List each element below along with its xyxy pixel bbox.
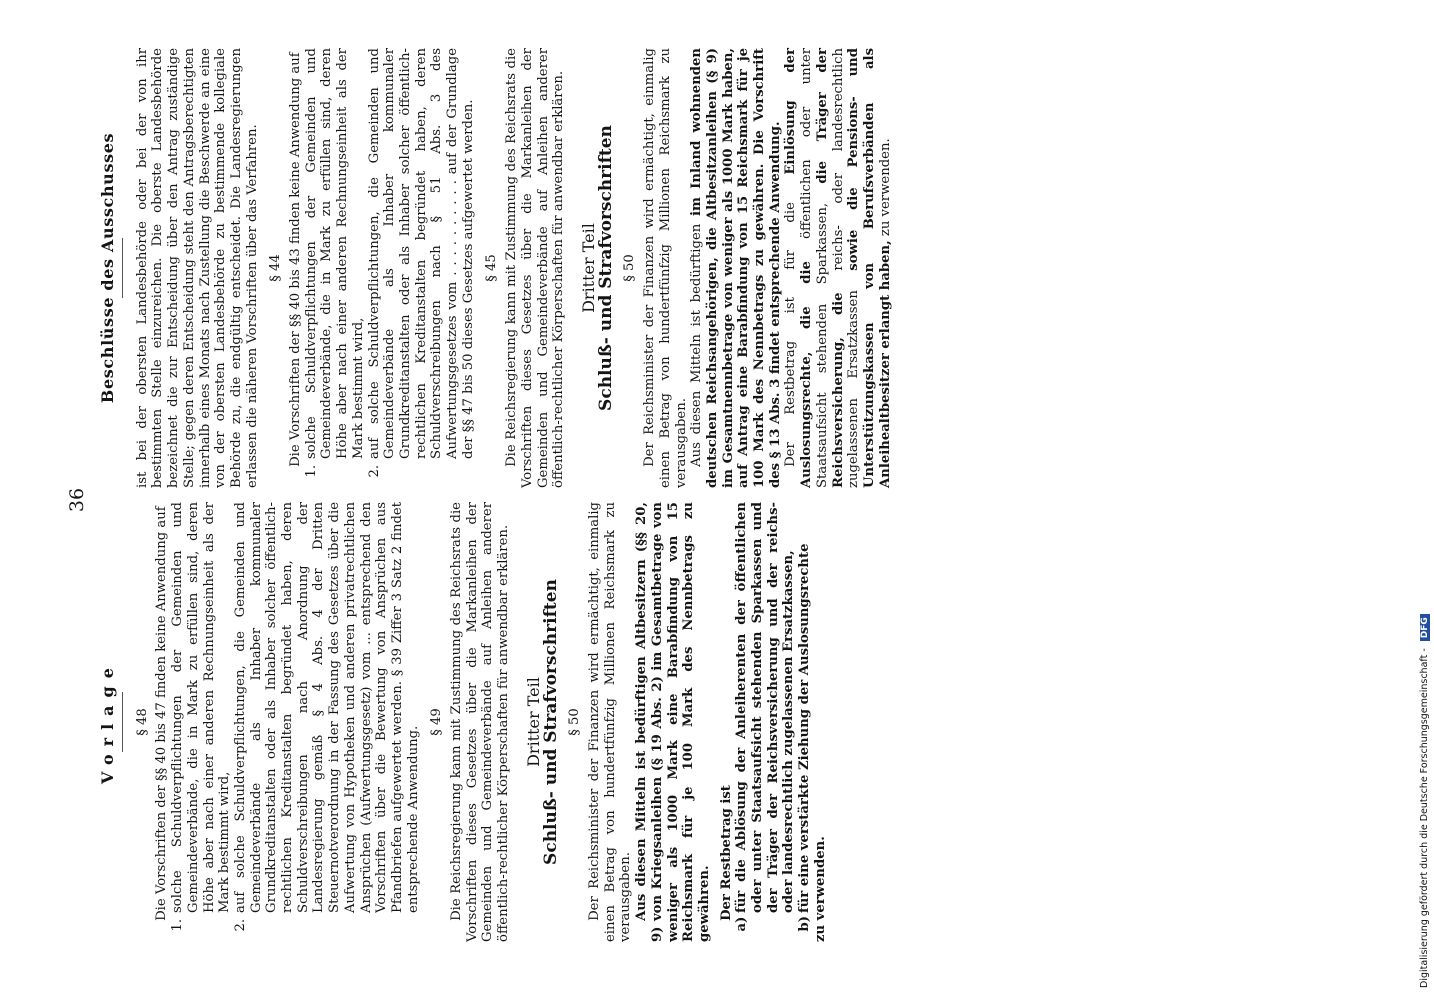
section-paragraph [783, 48, 893, 488]
right-column-ausschuss [100, 48, 893, 488]
list-item-number: a) [734, 916, 750, 932]
section-heading: § 50 [622, 254, 638, 282]
list-item-number: 2. [366, 464, 382, 478]
list-item [734, 502, 797, 942]
left-column-title: Vorlage [98, 660, 117, 784]
digitization-note-text: Digitalisierung gefördert durch die Deutsche Forschungsgemeinschaft - [1419, 648, 1430, 988]
paragraph-bold-text: sowie die Pensions- und Unterstützungskassen von Berufsverbänden als Anleihealtbesitzer erlangt haben, [846, 48, 893, 488]
section-closing: zu verwenden. [812, 836, 828, 942]
section-paragraph: Der Reichsminister der Finanzen wird ermächtigt, einmalig einen Betrag von hundertfünfzig Millionen Reichsmark zu verausgaben. [586, 502, 634, 942]
section-list [734, 502, 813, 942]
paragraph-text: Aus diesen Mitteln ist bedürftigen [689, 223, 705, 467]
list-item-number: 2. [232, 918, 248, 932]
paragraph-text: Der Restbetrag ist für die [783, 202, 799, 467]
section-paragraph: Der Restbetrag ist [718, 785, 734, 921]
list-item-text: solche Schuldverpflichtungen der Gemeinden und Gemeindeverbände, die in Mark zu erfüllen sind, deren Höhe aber nach einer anderen Rechnungseinheit als der Mark bestimmt wird, [170, 502, 233, 913]
part-title: Schluß- und Strafvorschriften [595, 125, 616, 411]
paragraph-bold-text: im Inland wohnenden deutschen Reichsangehörigen, die Altbesitzanleihen (§ 9) im Gesamtnennbetrage von weniger als 1000 Mark haben, auf Antrag eine Barabfindung von 15 Reichsmark für je 100 Mark des Nennbetrags zu gewähren. Die Vorschrift des § 13 Abs. 3 findet entsprechende Anwendung. [689, 48, 783, 488]
list-item-text: für eine verstärkte Ziehung der Auslosungsrechte [797, 543, 813, 913]
list-item-text: für die Ablösung der Anleiherenten der öffentlichen oder unter Staatsaufsicht stehenden Sparkassen und der Träger der Reichsversicherung und der reichs- oder landesrechtlich zugelassenen Ersatzkassen, [734, 502, 797, 913]
list-item [797, 502, 813, 942]
list-item-number: 1. [303, 464, 319, 478]
part-label: Dritter Teil [523, 677, 543, 767]
digitization-note [1418, 8, 1434, 992]
dfg-logo: DFG [1420, 614, 1430, 641]
section-paragraph [689, 48, 783, 488]
section-heading: § 45 [484, 254, 500, 282]
list-item [233, 502, 421, 942]
paragraph-text: zu verwenden. [877, 138, 893, 237]
part-label: Dritter Teil [578, 223, 598, 313]
paragraph-text: reichs- oder landesrechtlich zugelassenen Ersatzkassen [830, 48, 862, 488]
section-list [304, 48, 477, 488]
page-number: 36 [66, 487, 88, 513]
section-text: Die Reichsregierung kann mit Zustimmung des Reichsrats die Vorschriften dieses Gesetzes über die Markanleihen der Gemeinden und Gemeindeverbände auf Anleihen anderer öffentlich-rechtlicher Körperschaften für anwendbar erklären. [449, 502, 512, 942]
left-column-vorlage [100, 502, 829, 942]
section-intro: Die Vorschriften der §§ 40 bis 47 finden keine Anwendung auf [154, 506, 170, 921]
list-item-number: b) [797, 915, 813, 932]
list-item-number: 1. [170, 918, 186, 932]
list-item [170, 502, 233, 942]
continued-text: ist bei der obersten Landesbehörde oder bei der von ihr bestimmten Stelle einzureichen. Die oberste Landesbehörde bezeichnet die zur Entscheidung über den Antrag zuständige Stelle; gegen deren Entscheidung steht den Antragsberechtigten innerhalb eines Monats nach Zustellung die Beschwerde an eine von der obersten Landesbehörde zu bestimmende kollegiale Behörde zu, die endgültig entscheidet. Die Landesregierungen erlassen die näheren Vorschriften über das Verfahren. [134, 48, 260, 488]
title-rule [122, 692, 123, 752]
list-item-text: solche Schuldverpflichtungen der Gemeinden und Gemeindeverbände, die in Mark zu erfüllen sind, deren Höhe aber nach einer anderen Rechnungseinheit als der Mark bestimmt wird, [303, 48, 366, 459]
section-paragraph: Der Reichsminister der Finanzen wird ermächtigt, einmalig einen Betrag von hundertfünfzig Millionen Reichsmark zu verausgaben. [642, 48, 689, 488]
paragraph-bold-text: die Träger der Reichsversicherung, die [814, 48, 846, 488]
paragraph-bold-text: Einlösung der Auslosungsrechte, die die [783, 48, 815, 488]
section-heading: § 48 [134, 708, 150, 736]
list-item [304, 48, 367, 488]
list-item-text: auf solche Schuldverpflichtungen, die Gemeinden und Gemeindeverbände als Inhaber kommunaler Grundkreditanstalten oder als Inhaber solcher öffentlich-rechtlichen Kreditanstalten begründet haben, deren Schuldverschreibungen nach Anordnung der Landesregierung gemäß § 4 Abs. 4 der Dritten Steuernotverordnung in der Fassung des Gesetzes über die Aufwertung von Hypotheken und anderen privatrechtlichen Ansprüchen (Aufwertungsgesetz) vom ... entsprechend den Vorschriften über die Bewertung von Ansprüchen aus Pfandbriefen aufgewertet werden. § 39 Ziffer 3 Satz 2 findet entsprechende Anwendung. [232, 502, 421, 913]
paragraph-text: öffentlichen oder unter Staatsaufsicht stehenden Sparkassen, [799, 48, 830, 488]
section-intro: Die Vorschriften der §§ 40 bis 43 finden keine Anwendung auf [288, 52, 304, 467]
right-column-title: Beschlüsse des Ausschusses [98, 132, 117, 404]
section-heading: § 44 [268, 254, 284, 282]
section-paragraph: Aus diesen Mitteln ist bedürftigen Altbesitzern (§§ 20, 9) von Kriegsanleihen (§ 19 Abs. 2) im Gesamtbetrage von weniger als 1000 Mark eine Barabfindung von 15 Reichsmark für je 100 Mark des Nennbetrags zu gewähren. [634, 502, 712, 942]
section-heading: § 50 [567, 708, 583, 736]
list-item [367, 48, 477, 488]
list-item-text: auf solche Schuldverpflichtungen, die Gemeinden und Gemeindeverbände als Inhaber kommunaler Grundkreditanstalten oder als Inhaber solcher öffentlich-rechtlichen Kreditanstalten begründet haben, deren Schuldverschreibungen nach § 51 Abs. 3 des Aufwertungsgesetzes vom . . . . . . . . . . auf der Grundlage der §§ 47 bis 50 dieses Gesetzes aufgewertet werden. [366, 48, 476, 459]
title-rule [122, 238, 123, 298]
section-list [170, 502, 421, 942]
section-text: Die Reichsregierung kann mit Zustimmung des Reichsrats die Vorschriften dieses Gesetzes über die Markanleihen der Gemeinden und Gemeindeverbände auf Anleihen anderer öffentlich-rechtlicher Körperschaften für anwendbar erklären. [504, 48, 567, 488]
part-title: Schluß- und Strafvorschriften [540, 579, 561, 865]
section-heading: § 49 [429, 708, 445, 736]
